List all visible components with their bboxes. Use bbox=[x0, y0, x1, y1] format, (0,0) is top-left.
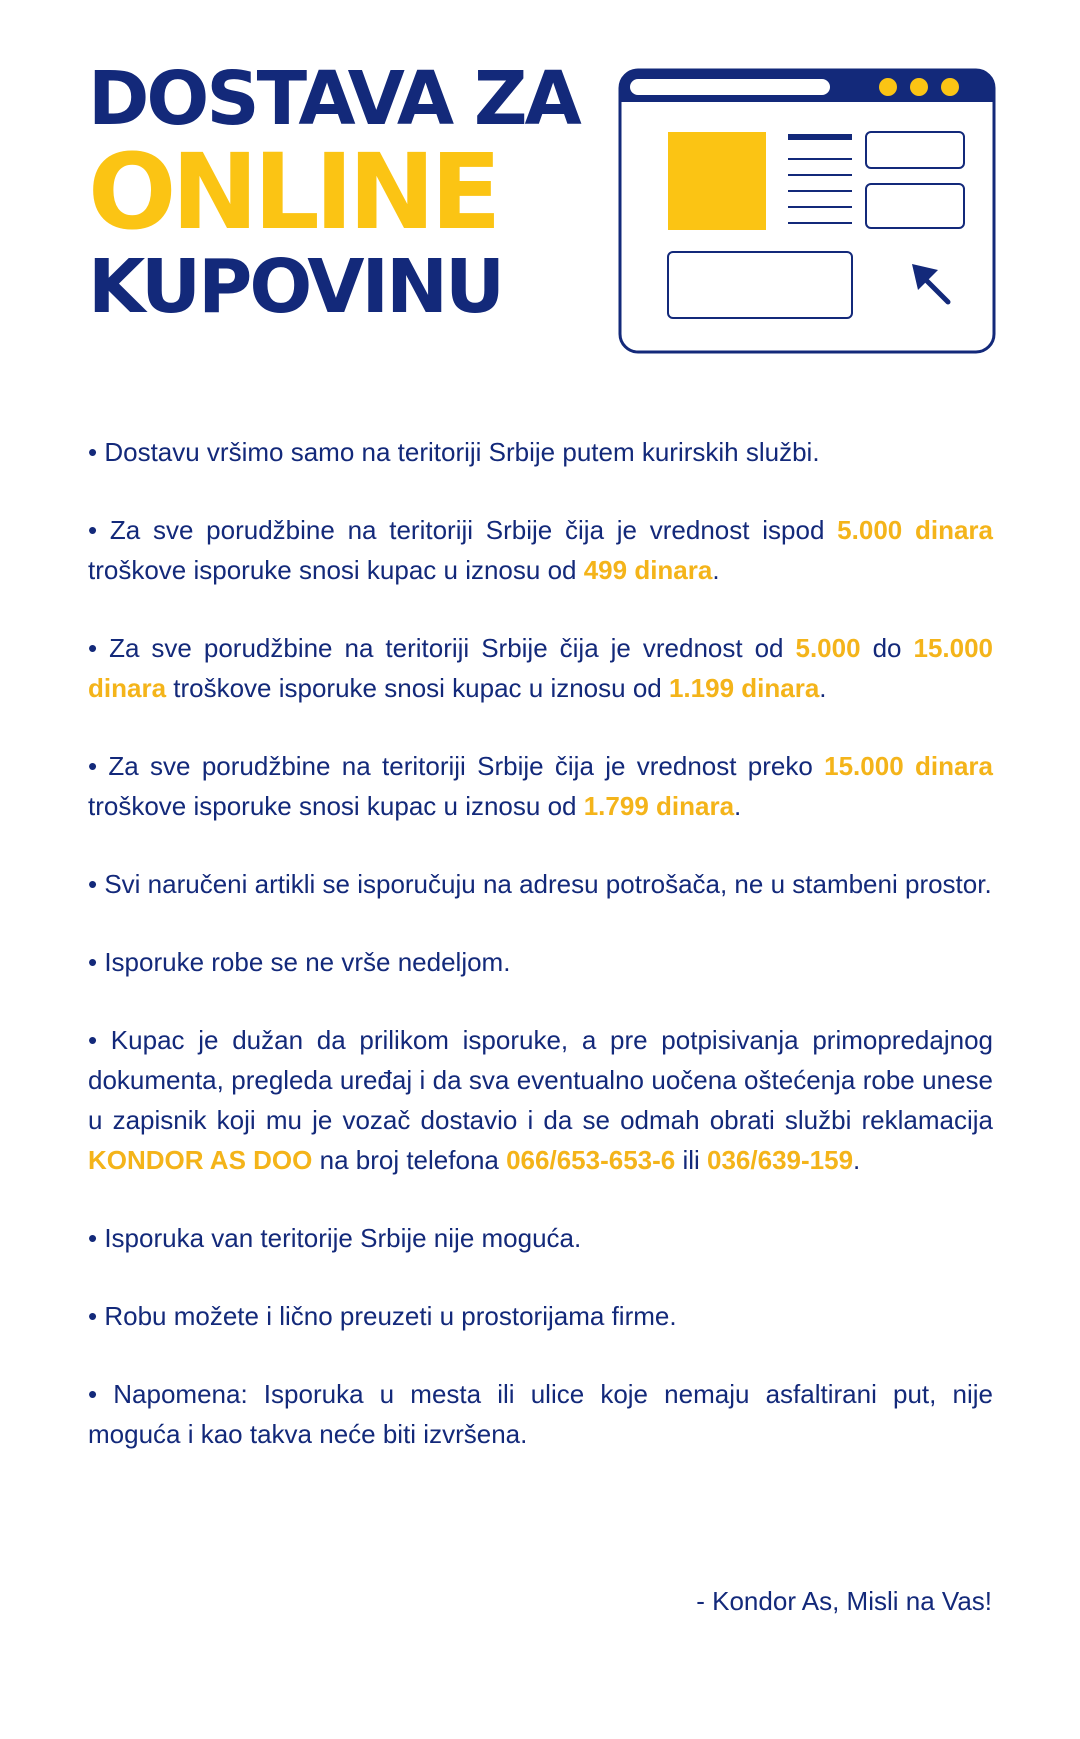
list-item bbox=[88, 864, 993, 904]
item-text: . bbox=[734, 791, 742, 821]
title-line-1: DOSTAVA ZA bbox=[88, 56, 579, 142]
item-text: • Robu možete i lično preuzeti u prostorijama firme. bbox=[88, 1301, 677, 1331]
item-text: • Napomena: Isporuka u mesta ili ulice koje nemaju asfaltirani put, nije moguća i kao takva neće biti izvršena. bbox=[88, 1379, 993, 1449]
text-line bbox=[788, 134, 852, 140]
item-text: • Za sve porudžbine na teritoriji Srbije čija je vrednost od bbox=[88, 633, 796, 663]
list-item bbox=[88, 1020, 993, 1180]
list-item bbox=[88, 1296, 993, 1336]
delivery-price: 499 dinara bbox=[583, 555, 713, 585]
item-text: . bbox=[819, 673, 827, 703]
item-text: ili bbox=[675, 1145, 708, 1175]
signature: - Kondor As, Misli na Vas! bbox=[696, 1586, 992, 1616]
price-threshold: 15.000 dinara bbox=[824, 751, 993, 781]
title-line-3: KUPOVINU bbox=[88, 244, 503, 330]
window-dot-icon bbox=[941, 78, 959, 96]
phone-number: 066/653-653-6 bbox=[506, 1145, 676, 1175]
page-header bbox=[88, 56, 628, 330]
price-threshold: 15.000 dinara bbox=[88, 633, 994, 703]
list-item bbox=[88, 942, 993, 982]
list-item bbox=[88, 746, 993, 826]
item-text: • Isporuke robe se ne vrše nedeljom. bbox=[88, 947, 511, 977]
delivery-price: 1.199 dinara bbox=[668, 673, 820, 703]
item-text: . bbox=[712, 555, 720, 585]
list-item bbox=[88, 1374, 993, 1454]
item-text: • Za sve porudžbine na teritoriji Srbije čija je vrednost preko bbox=[88, 751, 825, 781]
item-text: • Isporuka van teritorije Srbije nije moguća. bbox=[88, 1223, 582, 1253]
list-item bbox=[88, 510, 993, 590]
text-line bbox=[788, 158, 852, 160]
item-text: • Kupac je dužan da prilikom isporuke, a pre potpisivanja primopredajnog dokumenta, pregleda uređaj i da sva eventualno uočena oštećenja robe unese u zapisnik koji mu je vozač dostavio i da se odmah obrati službi reklamacija bbox=[88, 1025, 993, 1135]
list-item bbox=[88, 432, 993, 472]
image-placeholder bbox=[668, 132, 766, 230]
price-threshold: 5.000 dinara bbox=[837, 515, 994, 545]
title-line-2: ONLINE bbox=[88, 131, 497, 253]
delivery-info bbox=[88, 432, 993, 1492]
phone-number: 036/639-159 bbox=[707, 1145, 854, 1175]
item-text: troškove isporuke snosi kupac u iznosu od bbox=[88, 555, 584, 585]
window-dot-icon bbox=[879, 78, 897, 96]
item-text: • Dostavu vršimo samo na teritoriji Srbije putem kurirskih službi. bbox=[88, 437, 820, 467]
list-item bbox=[88, 628, 993, 708]
item-text: • Za sve porudžbine na teritoriji Srbije čija je vrednost ispod bbox=[88, 515, 838, 545]
item-text: troškove isporuke snosi kupac u iznosu od bbox=[88, 791, 584, 821]
item-text: do bbox=[860, 633, 914, 663]
item-text: na broj telefona bbox=[312, 1145, 507, 1175]
item-text: . bbox=[853, 1145, 861, 1175]
browser-window-icon bbox=[618, 68, 996, 354]
text-line bbox=[788, 174, 852, 176]
price-threshold: 5.000 bbox=[795, 633, 861, 663]
company-name: KONDOR AS DOO bbox=[88, 1145, 313, 1175]
item-text: • Svi naručeni artikli se isporučuju na adresu potrošača, ne u stambeni prostor. bbox=[88, 869, 992, 899]
window-dot-icon bbox=[910, 78, 928, 96]
text-line bbox=[788, 206, 852, 208]
item-text: troškove isporuke snosi kupac u iznosu od bbox=[166, 673, 669, 703]
delivery-price: 1.799 dinara bbox=[583, 791, 735, 821]
address-bar bbox=[630, 79, 830, 95]
text-line bbox=[788, 190, 852, 192]
list-item bbox=[88, 1218, 993, 1258]
text-line bbox=[788, 222, 852, 224]
